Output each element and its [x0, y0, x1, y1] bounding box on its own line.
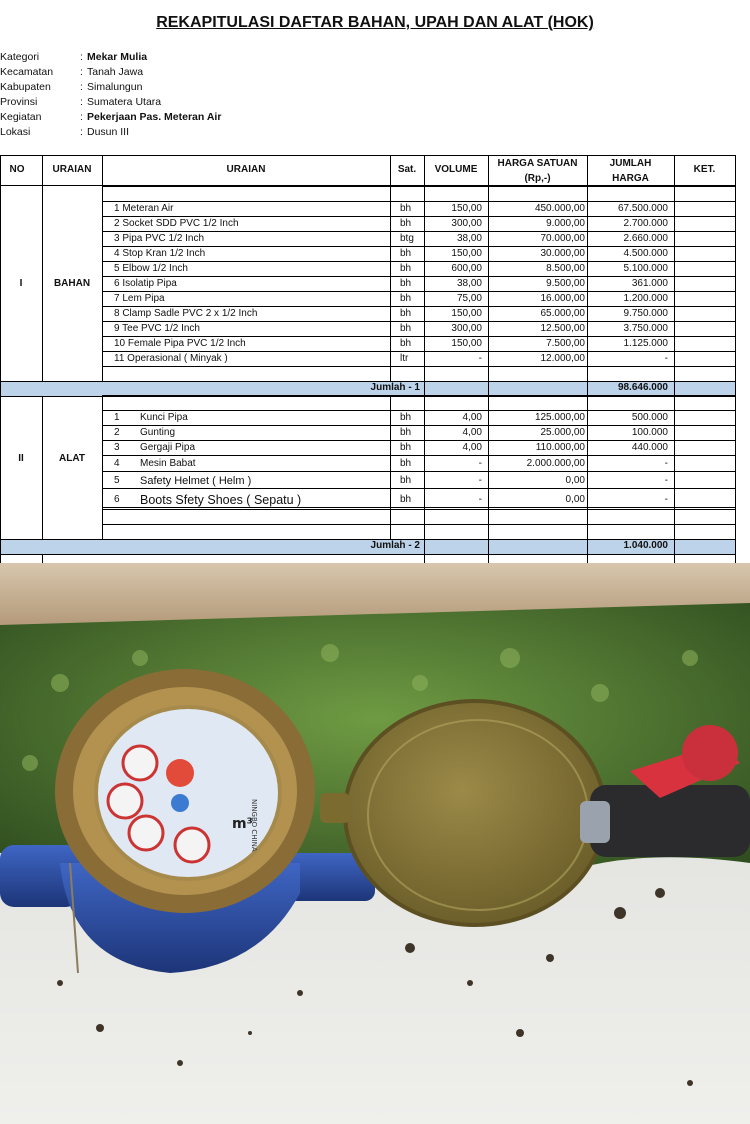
- row-divider: [102, 395, 735, 396]
- column-divider: [587, 396, 588, 563]
- row-divider: [102, 455, 735, 456]
- row-divider: [102, 201, 735, 202]
- item-total: 361.000: [631, 278, 668, 289]
- item-unit: bh: [400, 475, 412, 486]
- column-divider: [42, 185, 43, 381]
- item-description: Gunting: [140, 427, 176, 438]
- item-volume: 600,00: [451, 263, 482, 274]
- meta-value: Sumatera Utara: [87, 96, 162, 108]
- header-harga: HARGA: [612, 173, 649, 184]
- total-band-bottom: [0, 554, 735, 555]
- water-meter: [55, 669, 315, 913]
- item-total: 5.100.000: [623, 263, 668, 274]
- item-total: -: [664, 353, 668, 364]
- row-divider: [102, 509, 735, 510]
- item-description: Gergaji Pipa: [140, 442, 196, 453]
- meta-colon: :: [80, 81, 83, 93]
- item-unit-price: 30.000,00: [540, 248, 585, 259]
- item-unit: bh: [400, 427, 412, 438]
- section-total-value: 1.040.000: [623, 540, 668, 551]
- meta-colon: :: [80, 96, 83, 108]
- item-unit-price: 2.000.000,00: [526, 458, 585, 469]
- item-total: -: [664, 494, 668, 505]
- item-unit-price: 12.500,00: [540, 323, 585, 334]
- header-uraian: URAIAN: [226, 164, 266, 175]
- item-total: -: [664, 475, 668, 486]
- column-divider: [390, 396, 391, 539]
- item-unit-price: 0,00: [565, 494, 585, 505]
- item-total: 4.500.000: [623, 248, 668, 259]
- item-volume: 150,00: [451, 338, 482, 349]
- item-unit: bh: [400, 278, 412, 289]
- item-volume: 150,00: [451, 248, 482, 259]
- meta-colon: :: [80, 66, 83, 78]
- item-total: 440.000: [631, 442, 668, 453]
- item-total: -: [664, 458, 668, 469]
- item-unit: bh: [400, 203, 412, 214]
- item-number: 6: [114, 494, 120, 505]
- item-volume: 4,00: [462, 427, 482, 438]
- item-unit-price: 65.000,00: [540, 308, 585, 319]
- item-volume: 38,00: [456, 278, 482, 289]
- header-divider: [390, 155, 391, 185]
- meta-label-text: Kegiatan: [0, 111, 42, 123]
- item-volume: -: [478, 475, 482, 486]
- column-divider: [102, 185, 103, 381]
- item-description: 8 Clamp Sadle PVC 2 x 1/2 Inch: [114, 308, 258, 319]
- header-divider: [42, 155, 43, 185]
- column-divider: [674, 396, 675, 563]
- item-unit: bh: [400, 308, 412, 319]
- item-unit-price: 0,00: [565, 475, 585, 486]
- item-unit: bh: [400, 442, 412, 453]
- header-uraian-group: URAIAN: [52, 164, 92, 175]
- header-divider: [674, 155, 675, 185]
- item-unit: bh: [400, 263, 412, 274]
- column-divider: [674, 185, 675, 396]
- item-unit-price: 70.000,00: [540, 233, 585, 244]
- column-divider: [587, 185, 588, 396]
- item-description: Mesin Babat: [140, 458, 196, 469]
- column-divider: [0, 396, 1, 563]
- row-divider: [102, 488, 735, 489]
- item-description: Kunci Pipa: [140, 412, 188, 423]
- item-description: 2 Socket SDD PVC 1/2 Inch: [114, 218, 239, 229]
- header-ket: KET.: [693, 164, 716, 175]
- item-volume: 150,00: [451, 308, 482, 319]
- meta-value: Dusun III: [87, 126, 130, 138]
- document-title: REKAPITULASI DAFTAR BAHAN, UPAH DAN ALAT (HOK): [156, 14, 594, 31]
- item-description: 9 Tee PVC 1/2 Inch: [114, 323, 200, 334]
- row-divider: [102, 507, 735, 508]
- column-divider: [42, 396, 43, 539]
- item-unit-price: 125.000,00: [534, 412, 585, 423]
- water-meter-photo: [0, 563, 750, 1124]
- column-divider: [0, 185, 1, 396]
- item-unit-price: 8.500,00: [546, 263, 585, 274]
- meta-colon: :: [80, 126, 83, 138]
- header-divider: [735, 155, 736, 185]
- column-divider: [488, 396, 489, 563]
- item-unit: bh: [400, 323, 412, 334]
- item-unit: bh: [400, 412, 412, 423]
- meta-label-text: Kecamatan: [0, 66, 54, 78]
- meter-brand-label: NINGBO CHINA: [250, 799, 258, 852]
- header-harga-satuan: HARGA SATUAN: [497, 158, 578, 169]
- meta-value: Tanah Jawa: [87, 66, 144, 78]
- header-divider: [102, 155, 103, 185]
- header-divider: [488, 155, 489, 185]
- item-unit-price: 12.000,00: [540, 353, 585, 364]
- column-divider: [390, 185, 391, 381]
- meta-colon: :: [80, 111, 83, 123]
- item-unit-price: 9.500,00: [546, 278, 585, 289]
- item-unit-price: 110.000,00: [535, 442, 585, 453]
- item-description: 10 Female Pipa PVC 1/2 Inch: [114, 338, 246, 349]
- header-volume: VOLUME: [434, 164, 478, 175]
- item-description: 4 Stop Kran 1/2 Inch: [114, 248, 206, 259]
- item-total: 1.200.000: [623, 293, 668, 304]
- item-unit-price: 9.000,00: [546, 218, 585, 229]
- item-unit: bh: [400, 293, 412, 304]
- item-unit: bh: [400, 458, 412, 469]
- column-divider: [102, 396, 103, 539]
- header-jumlah: JUMLAH: [609, 158, 652, 169]
- section-group: BAHAN: [53, 278, 91, 289]
- item-total: 100.000: [631, 427, 668, 438]
- item-unit-price: 16.000,00: [540, 293, 585, 304]
- column-divider: [735, 185, 736, 396]
- row-divider: [102, 471, 735, 472]
- section-no: I: [19, 278, 23, 289]
- column-divider: [424, 185, 425, 396]
- item-description: 3 Pipa PVC 1/2 Inch: [114, 233, 205, 244]
- item-description: 5 Elbow 1/2 Inch: [114, 263, 188, 274]
- header-sat: Sat.: [397, 164, 417, 175]
- item-volume: -: [478, 458, 482, 469]
- item-total: 3.750.000: [623, 323, 668, 334]
- meta-label-text: Lokasi: [0, 126, 31, 138]
- item-volume: 300,00: [451, 218, 482, 229]
- item-unit: bh: [400, 248, 412, 259]
- column-divider: [42, 554, 43, 563]
- meta-label-text: Kategori: [0, 51, 40, 63]
- item-unit: bh: [400, 338, 412, 349]
- item-unit: btg: [400, 233, 414, 244]
- row-divider: [102, 410, 735, 411]
- section-total-value: 98.646.000: [617, 382, 668, 393]
- header-divider: [424, 155, 425, 185]
- item-total: 2.700.000: [623, 218, 668, 229]
- item-volume: 75,00: [456, 293, 482, 304]
- item-description: Boots Sfety Shoes ( Sepatu ): [140, 493, 302, 507]
- meta-value: Simalungun: [87, 81, 143, 93]
- meta-label-text: Provinsi: [0, 96, 38, 108]
- item-volume: -: [478, 353, 482, 364]
- item-volume: 38,00: [456, 233, 482, 244]
- item-total: 67.500.000: [617, 203, 668, 214]
- item-number: 4: [114, 458, 120, 469]
- item-total: 1.125.000: [623, 338, 668, 349]
- meta-label-text: Kabupaten: [0, 81, 51, 93]
- item-number: 5: [114, 475, 120, 486]
- section-total-label: Jumlah - 1: [370, 382, 420, 393]
- item-number: 2: [114, 427, 120, 438]
- item-unit-price: 25.000,00: [540, 427, 585, 438]
- item-description: 6 Isolatip Pipa: [114, 278, 177, 289]
- item-unit: ltr: [400, 353, 409, 364]
- item-total: 2.660.000: [623, 233, 668, 244]
- item-unit-price: 7.500,00: [546, 338, 585, 349]
- item-description: 7 Lem Pipa: [114, 293, 165, 304]
- table-top-border: [0, 155, 735, 156]
- row-divider: [102, 524, 735, 525]
- item-description: 1 Meteran Air: [114, 203, 174, 214]
- item-unit: bh: [400, 218, 412, 229]
- item-description: Safety Helmet ( Helm ): [140, 475, 252, 487]
- item-volume: 300,00: [451, 323, 482, 334]
- header-no: NO: [9, 164, 25, 175]
- row-divider: [102, 186, 735, 187]
- item-volume: 4,00: [462, 412, 482, 423]
- item-number: 3: [114, 442, 120, 453]
- meta-value: Mekar Mulia: [87, 51, 148, 63]
- item-unit-price: 450.000,00: [534, 203, 585, 214]
- header-divider: [587, 155, 588, 185]
- meta-colon: :: [80, 51, 83, 63]
- section-group: ALAT: [59, 453, 85, 464]
- column-divider: [735, 396, 736, 563]
- item-unit: bh: [400, 494, 412, 505]
- item-total: 9.750.000: [623, 308, 668, 319]
- column-divider: [488, 185, 489, 396]
- row-divider: [102, 366, 735, 367]
- item-volume: -: [478, 494, 482, 505]
- item-volume: 150,00: [451, 203, 482, 214]
- section-bottom-border: [0, 396, 735, 397]
- item-description: 11 Operasional ( Minyak ): [114, 353, 228, 364]
- section-total-label: Jumlah - 2: [370, 540, 420, 551]
- section-no: II: [18, 453, 24, 464]
- header-divider: [0, 155, 1, 185]
- meta-value: Pekerjaan Pas. Meteran Air: [87, 111, 222, 123]
- header-harga-satuan-unit: (Rp,-): [524, 173, 551, 184]
- meter-unit-label: m³: [232, 816, 253, 832]
- item-total: 500.000: [631, 412, 668, 423]
- column-divider: [424, 396, 425, 563]
- item-number: 1: [114, 412, 120, 423]
- item-volume: 4,00: [462, 442, 482, 453]
